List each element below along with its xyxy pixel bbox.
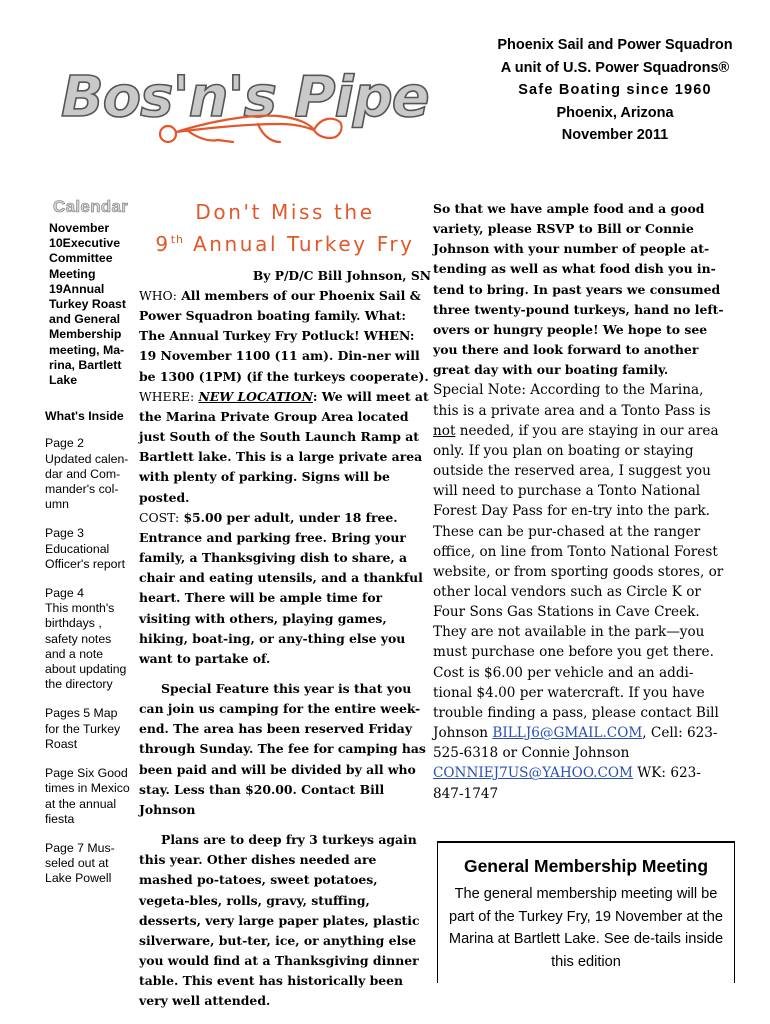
article-title-line1: Don't Miss the <box>195 200 375 224</box>
org-since: Safe Boating since 1960 <box>518 82 712 98</box>
inside-item-page: Page 3 <box>45 526 84 541</box>
inside-item-text: This month's birthdays , safety notes and a note about updating the directory <box>45 601 127 692</box>
inside-item-text: Educational Officer's report <box>45 541 126 571</box>
inside-item-page4 <box>45 586 133 692</box>
who-label: WHO: <box>139 288 177 303</box>
inside-item-page2 <box>45 436 133 512</box>
general-meeting-box <box>437 841 735 983</box>
inside-item-page: Page 4 <box>45 586 84 601</box>
calendar-text: November 10Executive Committee Meeting 19Annual Turkey Roast and General Membership meeting, Ma-rina, Bartlett Lake <box>49 221 126 388</box>
new-location-label: NEW LOCATION <box>198 388 313 404</box>
inside-item-text: Updated calen-dar and Com-mander's col-umn <box>45 451 129 512</box>
special-note-not: not <box>433 422 456 439</box>
masthead-svg <box>58 58 478 148</box>
rsvp-column <box>433 199 725 804</box>
article-cost <box>139 508 431 669</box>
inside-item-text: seled out at Lake Powell <box>45 856 112 886</box>
newsletter-masthead <box>58 58 478 148</box>
special-note-rest: needed, if you are staying in our area only. If you plan on boating or staying outside the reserved area, I suggest you will need to purchase a Tonto National Forest Day Pass for en-try into the park. These can be pur-chased at the ranger office, on line from Tonto National Forest website, or from sporting goods stores, or other local vendors such as Circle K or Four Sons Gas Stations in Cave Creek. They are not available in the park—you must purchase one before you get there. Cost is $6.00 per vehicle and an addi-tional $4.00 per watercraft. If you have trouble finding a pass, please contact Bill Johnson <box>433 422 724 742</box>
special-note-start: Special Note: According to the Marina, this is a private area and a Tonto Pass is <box>433 382 711 419</box>
article-who <box>139 286 431 387</box>
article-title-num: 9 <box>155 232 171 256</box>
inside-item-page: Page 7 Mus- <box>45 840 115 855</box>
calendar-sidebar <box>45 197 133 901</box>
contact-work-phone: WK: 623-847-1747 <box>433 765 701 802</box>
organization-info <box>470 34 760 147</box>
cost-label: COST: <box>139 509 180 525</box>
contact-phone-text: , Cell: 623-525-6318 or Connie Johnson <box>433 725 718 762</box>
where-label: WHERE: <box>139 388 195 404</box>
article-title-line2: Annual Turkey Fry <box>184 232 415 256</box>
email-link-connie[interactable]: CONNIEJ7US@YAHOO.COM <box>433 765 633 782</box>
who-text: All members of our Phoenix Sail & Power Squadron boating family. What: The Annual Turkey Fry Potluck! WHEN: 19 November 1100 (11 am). Din-ner will be 1300 (1PM) (if the turkeys cooperate). <box>139 288 429 384</box>
meeting-box-body: The general membership meeting will be part of the Turkey Fry, 19 November at the Marina at Bartlett Lake. See de-tails inside this edition <box>448 886 724 970</box>
issue-date: November 2011 <box>561 127 669 143</box>
turkey-fry-article <box>139 199 431 1011</box>
inside-item-page: Page 2 <box>45 436 84 451</box>
special-note <box>433 380 725 803</box>
inside-item-page: Page Six Good <box>45 766 128 781</box>
rsvp-text: So that we have ample food and a good variety, please RSVP to Bill or Connie Johnson with your number of people at-tending as well as what food dish you in-tend to bring. In past years we consumed three twenty-pound turkeys, hand no left-overs or hungry people! We hope to see you there and look forward to another great day with our boating family. <box>433 201 724 378</box>
whats-inside-heading: What's Inside <box>45 409 124 424</box>
article-byline: By P/D/C Bill Johnson, SN <box>252 268 431 283</box>
article-where <box>139 387 431 508</box>
article-plans: Plans are to deep fry 3 turkeys again this year. Other dishes needed are mashed po-tatoes, sweet potatoes, vegeta-bles, rolls, gravy, stuffing, desserts, very large paper plates, plastic silverware, but-ter, ice, or anything else you would find at a Thanksgiving dinner table. This event has historically been very well attended. <box>139 832 420 1009</box>
article-title <box>139 199 431 258</box>
inside-item-page7 <box>45 841 133 887</box>
org-location: Phoenix, Arizona <box>556 104 674 121</box>
newsletter-title: Bos'n's Pipe <box>61 65 429 130</box>
inside-item-page5 <box>45 706 133 752</box>
article-special: Special Feature this year is that you can join us camping for the entire week-end. The area has been reserved Friday through Sunday. The fee for camping has been paid and will be divided by all who stay. Less than $20.00. Contact Bill Johnson <box>139 680 426 817</box>
inside-item-page6 <box>45 766 133 827</box>
article-title-sup: th <box>170 233 185 246</box>
inside-item-text: for the Turkey Roast <box>45 721 121 751</box>
meeting-box-title: General Membership Meeting <box>463 856 709 876</box>
inside-item-text: times in Mexico at the annual fiesta <box>45 781 130 826</box>
email-link-bill[interactable]: BILLJ6@GMAIL.COM <box>492 725 643 742</box>
org-name: Phoenix Sail and Power Squadron <box>497 37 733 53</box>
calendar-heading: Calendar <box>53 197 129 216</box>
inside-item-page: Pages 5 Map <box>45 706 118 721</box>
org-unit: A unit of U.S. Power Squadrons® <box>500 59 730 76</box>
where-text: : We will meet at the Marina Private Group Area located just South of the South Launch Ramp at Bartlett lake. This is a large private area with plenty of parking. Signs will be posted. <box>139 388 429 505</box>
cost-text: $5.00 per adult, under 18 free. Entrance and parking free. Bring your family, a Thanksgiving dish to share, a chair and eating utensils, and a thankful heart. There will be ample time for visiting with others, playing games, hiking, boat-ing, or any-thing else you want to partake of. <box>139 509 423 666</box>
inside-item-page3 <box>45 526 133 572</box>
